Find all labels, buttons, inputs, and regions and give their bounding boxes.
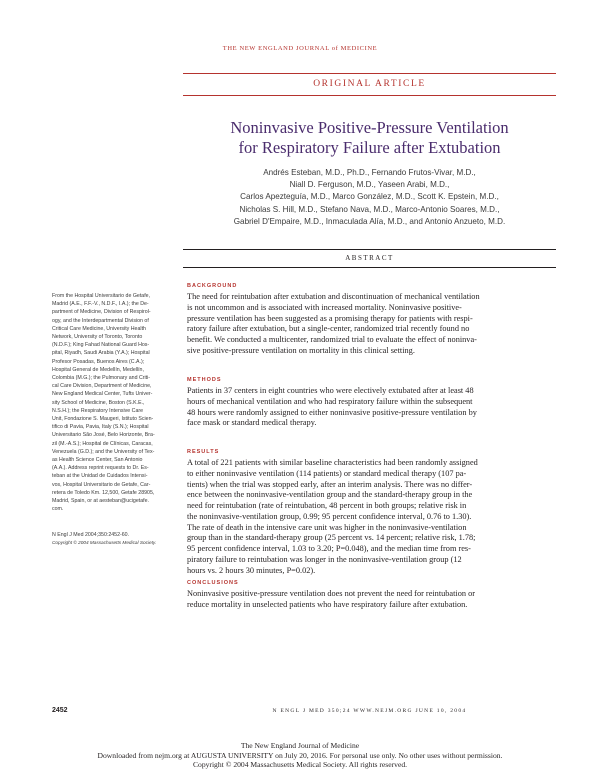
text-line: benefit. We conducted a multicenter, randomized trial to evaluate the effect of noninva-	[187, 335, 477, 344]
text-line: reduce mortality in unselected patients who have respiratory failure after extubation.	[187, 599, 468, 609]
text-line: the noninvasive-ventilation group, 0.99; 95 percent confidence interval, 0.76 to 1.30).	[187, 511, 472, 521]
text-line: ratory failure after extubation, but a single-center, randomized trial recently found no	[187, 324, 470, 334]
article-title	[183, 118, 556, 158]
footer-journal-line: The New England Journal of Medicine	[240, 741, 360, 750]
affiliation-line: Madrid, Spain, or at aesteban@ucigetafe.	[52, 498, 149, 505]
affiliation-line: Venezuela (G.D.); and the University of Tex-	[52, 448, 155, 455]
text-line: to either noninvasive ventilation (114 patients) or standard medical therapy (107 pa-	[187, 468, 467, 478]
conclusions-text	[187, 589, 556, 611]
affiliation-line: pital, Riyadh, Saudi Arabia (Y.A.); Hospital	[52, 350, 150, 357]
title-line: for Respiratory Failure after Extubation	[238, 138, 501, 157]
methods-text	[187, 386, 556, 429]
footer-copyright-line: Copyright © 2004 Massachusetts Medical Society. All rights reserved.	[192, 760, 408, 769]
affiliation-line: Universitario São José, Belo Horizonte, Bra-	[52, 432, 155, 439]
article-type-label: ORIGINAL ARTICLE	[183, 73, 556, 96]
text-line: Patients in 37 centers in eight countries who were electively extubated after at least 48	[187, 386, 474, 395]
text-line: tients) when the trial was stopped early, after an interim analysis. There was no differ-	[187, 479, 473, 489]
results-text	[187, 458, 556, 576]
methods-heading: METHODS	[187, 377, 222, 383]
affiliations	[52, 292, 174, 513]
text-line: pressure ventilation has been suggested as a promising therapy for patients with respi-	[187, 313, 473, 323]
affiliation-line: From the Hospital Universitario de Getafe,	[52, 293, 151, 299]
affiliation-line: cal Care Division, Department of Medicine,	[52, 383, 152, 390]
text-line: need for reintubation (rate of reintubation, 48 percent in both groups; relative risk in	[187, 501, 467, 510]
title-line: Noninvasive Positive-Pressure Ventilation	[230, 118, 509, 137]
text-line: is not uncommon and is associated with increased mortality. Noninvasive positive-	[187, 302, 462, 312]
affiliation-line: (A.A.). Address reprint requests to Dr. Es-	[52, 465, 149, 472]
author-line: Andrés Esteban, M.D., Ph.D., Fernando Frutos-Vivar, M.D.,	[263, 168, 476, 177]
affiliation-line: Critical Care Medicine, University Health	[52, 325, 146, 332]
text-line: 95 percent confidence interval, 1.03 to 3.20; P=0.048), and the median time from res-	[187, 544, 471, 553]
affiliation-line: Hospital General de Medellín, Medellín,	[52, 366, 144, 373]
affiliation-line: vos, Hospital Universitario de Getafe, Car-	[52, 481, 151, 488]
text-line: hours vs. 2 hours 30 minutes, P=0.02).	[187, 565, 316, 575]
affiliation-line: sity School of Medicine, Boston (S.K.E.,	[52, 399, 145, 406]
text-line: hours of mechanical ventilation and who had respiratory failure within the subsequent	[187, 396, 473, 406]
affiliation-line: Colombia (M.G.); the Pulmonary and Criti-	[52, 375, 151, 382]
footer-download-line: Downloaded from nejm.org at AUGUSTA UNIVERSITY on July 20, 2016. For personal use only. No other uses without permission.	[97, 750, 503, 760]
text-line: piratory failure to reintubation was longer in the noninvasive-ventilation group (12	[187, 554, 462, 564]
author-line: Carlos Apezteguía, M.D., Marco González, M.D., Scott K. Epstein, M.D.,	[240, 192, 499, 202]
affiliation-line: ogy, and the Interdepartmental Division of	[52, 317, 149, 324]
affiliation-line: teban at the Unidad de Cuidados Intensi-	[52, 473, 148, 480]
affiliation-line: Unit, Fondazione S. Maugeri, Istituto Scien-	[52, 416, 154, 423]
text-line: ence between the noninvasive-ventilation group and the standard-therapy group in the	[187, 490, 473, 500]
author-line: Nicholas S. Hill, M.D., Stefano Nava, M.D., Marco-Antonio Soares, M.D.,	[239, 204, 500, 214]
conclusions-heading: CONCLUSIONS	[187, 580, 239, 586]
journal-header: THE NEW ENGLAND JOURNAL of MEDICINE	[222, 45, 378, 52]
affiliation-line: as Health Science Center, San Antonio	[52, 457, 143, 464]
copyright-note: Copyright © 2004 Massachusetts Medical Society.	[52, 540, 157, 545]
abstract-heading: ABSTRACT	[183, 249, 556, 268]
affiliation-line: tifico di Pavia, Pavia, Italy (S.N.); Hospital	[52, 424, 149, 431]
affiliation-line: Madrid (A.E., F.F.-V., N.D.F., I.A.); the De-	[52, 301, 149, 308]
text-line: sive positive-pressure ventilation on mortality in this clinical setting.	[187, 345, 415, 355]
text-line: Noninvasive positive-pressure ventilation does not prevent the need for reintubation or	[187, 589, 476, 598]
footer-citation: N ENGL J MED 350;24 WWW.NEJM.ORG JUNE 10, 2004	[272, 708, 467, 714]
affiliation-line: New England Medical Center, Tufts Univer-	[52, 391, 153, 398]
background-heading: BACKGROUND	[187, 283, 238, 289]
text-line: A total of 221 patients with similar baseline characteristics had been randomly assigned	[187, 458, 478, 467]
author-list	[183, 167, 556, 228]
journal-citation: N Engl J Med 2004;350:2452-60.	[52, 532, 130, 538]
text-line: 48 hours were randomly assigned to either noninvasive positive-pressure ventilation by	[187, 407, 477, 417]
affiliation-line: Profesor Posadas, Buenos Aires (C.A.);	[52, 358, 145, 365]
affiliation-line: partment of Medicine, Division of Respirol-	[52, 309, 151, 316]
affiliation-line: Network, University of Toronto, Toronto	[52, 334, 143, 341]
text-line: group than in the standard-therapy group (25 percent vs. 14 percent; relative risk, 1.78;	[187, 533, 476, 543]
text-line: face mask or standard medical therapy.	[187, 418, 317, 428]
results-heading: RESULTS	[187, 449, 220, 455]
download-footer	[0, 741, 600, 770]
affiliation-line: N.S.H.); the Respiratory Intensive Care	[52, 407, 144, 414]
author-line: Niall D. Ferguson, M.D., Yaseen Arabi, M.D.,	[289, 180, 450, 190]
affiliation-line: zil (M.-A.S.); Hospital de Clínicas, Caracas,	[52, 440, 153, 447]
affiliation-line: (N.D.F.); King Fahad National Guard Hos-	[52, 342, 150, 349]
page-number: 2452	[52, 707, 68, 714]
text-line: The need for reintubation after extubation and discontinuation of mechanical ventilation	[187, 292, 480, 301]
background-text	[187, 292, 556, 357]
text-line: The rate of death in the intensive care unit was higher in the noninvasive-ventilation	[187, 522, 467, 532]
affiliation-line: com.	[52, 506, 64, 513]
affiliation-line: retera de Toledo Km. 12,500, Getafe 28905,	[52, 489, 155, 496]
author-line: Gabriel D'Empaire, M.D., Inmaculada Alía, M.D., and Antonio Anzueto, M.D.	[233, 216, 506, 226]
